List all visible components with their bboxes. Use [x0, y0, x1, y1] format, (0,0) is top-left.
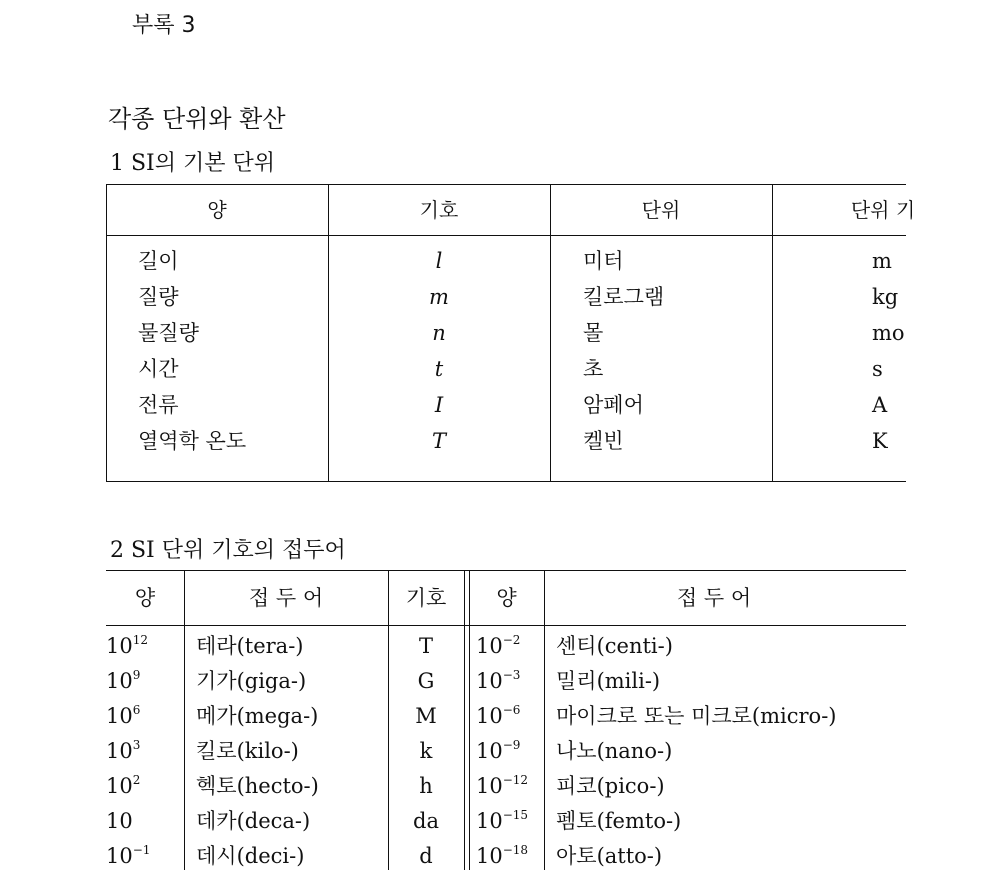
quantity-base: 10: [476, 669, 503, 693]
table1-cell-quantity: 물질량: [138, 321, 199, 345]
quantity-base: 10: [106, 809, 133, 833]
quantity-exponent: 6: [132, 703, 141, 717]
table1-cell-unit-symbol: A: [872, 393, 888, 417]
table1-cell-quantity: 길이: [138, 249, 179, 273]
table2-cell-symbol: h: [419, 774, 433, 798]
table2-header-quantity: 양: [134, 586, 156, 610]
table1-cell-quantity: 시간: [138, 357, 179, 381]
quantity-base: 10: [106, 634, 133, 658]
quantity-exponent: 12: [132, 633, 149, 647]
table1-cell-symbol: n: [432, 321, 446, 345]
table2-cell-symbol: da: [413, 809, 439, 833]
quantity-exponent: −12: [502, 773, 529, 787]
table2-cell-quantity: [106, 664, 140, 699]
table2-cell-quantity: [106, 629, 148, 664]
quantity-exponent: −6: [502, 703, 521, 717]
table2-cell-quantity: [106, 699, 140, 734]
table1-header-unit: 단위: [641, 198, 681, 222]
table1-cell-quantity: 열역학 온도: [138, 429, 247, 453]
table2-cell-quantity: [106, 769, 140, 804]
table1-cell-unit-symbol: m: [872, 249, 892, 273]
table1-bottom-rule: [106, 481, 906, 482]
table2-cell-prefix: 테라(tera-): [196, 634, 304, 658]
quantity-base: 10: [476, 704, 503, 728]
quantity-base: 10: [106, 774, 133, 798]
quantity-exponent: −2: [502, 633, 521, 647]
table2-cell-quantity: [106, 734, 140, 769]
quantity-base: 10: [106, 739, 133, 763]
table2-title: 2 SI 단위 기호의 접두어: [110, 538, 346, 563]
quantity-base: 10: [476, 809, 503, 833]
table2-header-prefix: 접 두 어: [248, 586, 324, 610]
table2-cell-quantity2: [476, 699, 520, 734]
table2-cell-quantity: [106, 839, 150, 874]
table2-cell-prefix: 헥토(hecto-): [196, 774, 319, 798]
table1-cell-unit: 몰: [583, 321, 604, 345]
table1-cell-unit-symbol: kg: [872, 285, 899, 309]
table2-cell-prefix: 메가(mega-): [196, 704, 319, 728]
table1-title: 1 SI의 기본 단위: [110, 151, 275, 176]
table2-cell-symbol: k: [419, 739, 433, 763]
table2-cell-quantity2: [476, 769, 528, 804]
table2-cell-prefix2: 마이크로 또는 미크로(micro-): [556, 704, 837, 728]
appendix-label: 부록 3: [132, 13, 196, 38]
table1-header-quantity: 양: [207, 198, 227, 222]
table2-double-divider: [464, 570, 465, 870]
table2-cell-prefix2: 펨토(femto-): [556, 809, 682, 833]
table2-cell-prefix: 킬로(kilo-): [196, 739, 299, 763]
table1-cell-unit: 미터: [583, 249, 624, 273]
table2-cell-prefix2: 밀리(mili-): [556, 669, 661, 693]
table1-cell-symbol: t: [434, 357, 444, 381]
table2-header-quantity2: 양: [496, 586, 517, 610]
table2-cell-quantity2: [476, 839, 528, 874]
table2-cell-prefix: 데카(deca-): [196, 809, 311, 833]
table1-cell-unit-symbol: K: [872, 429, 888, 453]
table1-cell-symbol: m: [429, 285, 449, 309]
quantity-exponent: 9: [132, 668, 141, 682]
table1-cell-symbol: T: [431, 429, 446, 453]
quantity-base: 10: [476, 739, 503, 763]
table1-header-unit-symbol: 단위 기: [850, 198, 916, 222]
table2-cell-quantity2: [476, 734, 520, 769]
quantity-exponent: −3: [502, 668, 521, 682]
quantity-exponent: −1: [132, 843, 151, 857]
table1-header-symbol: 기호: [419, 198, 459, 222]
quantity-base: 10: [106, 844, 133, 868]
quantity-exponent: −15: [502, 808, 529, 822]
table2-cell-prefix2: 나노(nano-): [556, 739, 673, 763]
table1-cell-quantity: 질량: [138, 285, 179, 309]
table1-cell-unit: 암페어: [583, 393, 644, 417]
table2-cell-symbol: M: [415, 704, 437, 728]
quantity-exponent: 3: [132, 738, 141, 752]
table2-cell-quantity2: [476, 629, 520, 664]
table2-cell-quantity2: [476, 804, 528, 839]
table1-cell-quantity: 전류: [138, 393, 179, 417]
table1-cell-symbol: I: [434, 393, 444, 417]
table2-cell-prefix: 데시(deci-): [196, 844, 305, 868]
quantity-base: 10: [106, 669, 133, 693]
table1-cell-symbol: l: [435, 249, 443, 273]
table2-header-prefix2: 접 두 어: [676, 586, 752, 610]
table2-cell-prefix2: 피코(pico-): [556, 774, 665, 798]
quantity-exponent: −18: [502, 843, 529, 857]
table2-header-symbol: 기호: [405, 586, 447, 610]
quantity-exponent: 2: [132, 773, 141, 787]
quantity-base: 10: [106, 704, 133, 728]
table2-cell-symbol: T: [418, 634, 433, 658]
quantity-base: 10: [476, 774, 503, 798]
table2-cell-symbol: G: [417, 669, 435, 693]
table1-cell-unit-symbol: s: [872, 357, 883, 381]
table1-cell-unit: 킬로그램: [583, 285, 665, 309]
table2-cell-quantity2: [476, 664, 520, 699]
table1-cell-unit-symbol: mo: [872, 321, 905, 345]
quantity-exponent: −9: [502, 738, 521, 752]
table2-cell-prefix2: 센티(centi-): [556, 634, 673, 658]
section-title: 각종 단위와 환산: [108, 105, 286, 133]
table1-cell-unit: 켈빈: [583, 429, 624, 453]
quantity-base: 10: [476, 844, 503, 868]
table2-cell-quantity: [106, 804, 133, 839]
table1-cell-unit: 초: [583, 357, 604, 381]
table2-cell-symbol: d: [419, 844, 433, 868]
quantity-base: 10: [476, 634, 503, 658]
table2-cell-prefix2: 아토(atto-): [556, 844, 663, 868]
table2-cell-prefix: 기가(giga-): [196, 669, 307, 693]
